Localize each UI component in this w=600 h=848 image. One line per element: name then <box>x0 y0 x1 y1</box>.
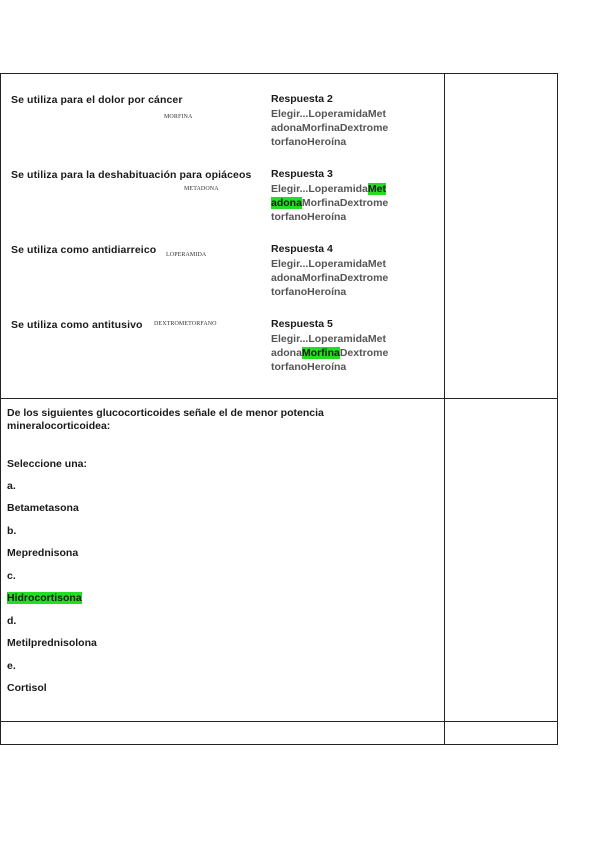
answer-label: Respuesta 4 <box>271 243 333 255</box>
answer-label: Respuesta 5 <box>271 318 333 330</box>
empty-cell <box>1 722 445 744</box>
grade-cell <box>445 399 557 721</box>
answer-options: Elegir...LoperamidaMet adonaMorfinaDextrome torfanoHeroína <box>271 108 389 148</box>
handwritten-annotation: DEXTROMETORFANO <box>154 321 217 327</box>
answer-label: Respuesta 3 <box>271 168 333 180</box>
option-label-selected[interactable] <box>7 592 82 604</box>
matching-question-row <box>0 73 558 398</box>
selected-highlight: Morfina <box>301 347 340 359</box>
matching-question-text: Se utiliza como antidiarreico <box>11 244 157 256</box>
option-letter: e. <box>7 660 16 672</box>
answer-select[interactable] <box>271 242 401 299</box>
answer-options: Elegir...LoperamidaMet adonaMorfinaDextrome torfanoHeroína <box>271 333 389 373</box>
selected-highlight: adona <box>271 197 302 209</box>
handwritten-annotation: METADONA <box>184 186 219 192</box>
question-text-continued: mineralocorticoidea: <box>7 420 111 432</box>
multiple-choice-row <box>0 398 558 721</box>
matching-question-text: Se utiliza como antitusivo <box>11 319 143 331</box>
option-letter: c. <box>7 570 16 582</box>
option-label[interactable]: Cortisol <box>7 682 47 694</box>
answer-select[interactable] <box>271 167 401 224</box>
matching-question-text: Se utiliza para la deshabituación para opiáceos <box>11 169 252 181</box>
answer-select[interactable] <box>271 317 401 374</box>
option-label[interactable]: Metilprednisolona <box>7 637 97 649</box>
answer-label: Respuesta 2 <box>271 93 333 105</box>
answer-select[interactable] <box>271 92 401 149</box>
handwritten-annotation: LOPERAMIDA <box>166 252 207 258</box>
option-label[interactable]: Betametasona <box>7 502 79 514</box>
matching-question-cell <box>1 74 445 398</box>
handwritten-annotation: MORFINA <box>164 114 193 120</box>
grade-cell <box>445 74 557 398</box>
selected-highlight: Met <box>367 183 386 195</box>
select-one-prompt: Seleccione una: <box>7 458 87 470</box>
empty-side-cell <box>445 722 557 744</box>
answer-options: Elegir...LoperamidaMet adonaMorfinaDextrome torfanoHeroína <box>271 183 389 223</box>
question-text: De los siguientes glucocorticoides señale el de menor potencia <box>7 407 324 419</box>
empty-row <box>0 721 558 745</box>
selected-highlight: Hidrocortisona <box>7 592 82 604</box>
option-letter: a. <box>7 480 16 492</box>
option-label[interactable]: Meprednisona <box>7 547 79 559</box>
multiple-choice-cell <box>1 399 445 721</box>
answer-options: Elegir...LoperamidaMet adonaMorfinaDextrome torfanoHeroína <box>271 258 389 298</box>
option-letter: d. <box>7 615 17 627</box>
matching-question-text: Se utiliza para el dolor por cáncer <box>11 94 183 106</box>
answer-table <box>0 73 558 745</box>
option-letter: b. <box>7 525 17 537</box>
